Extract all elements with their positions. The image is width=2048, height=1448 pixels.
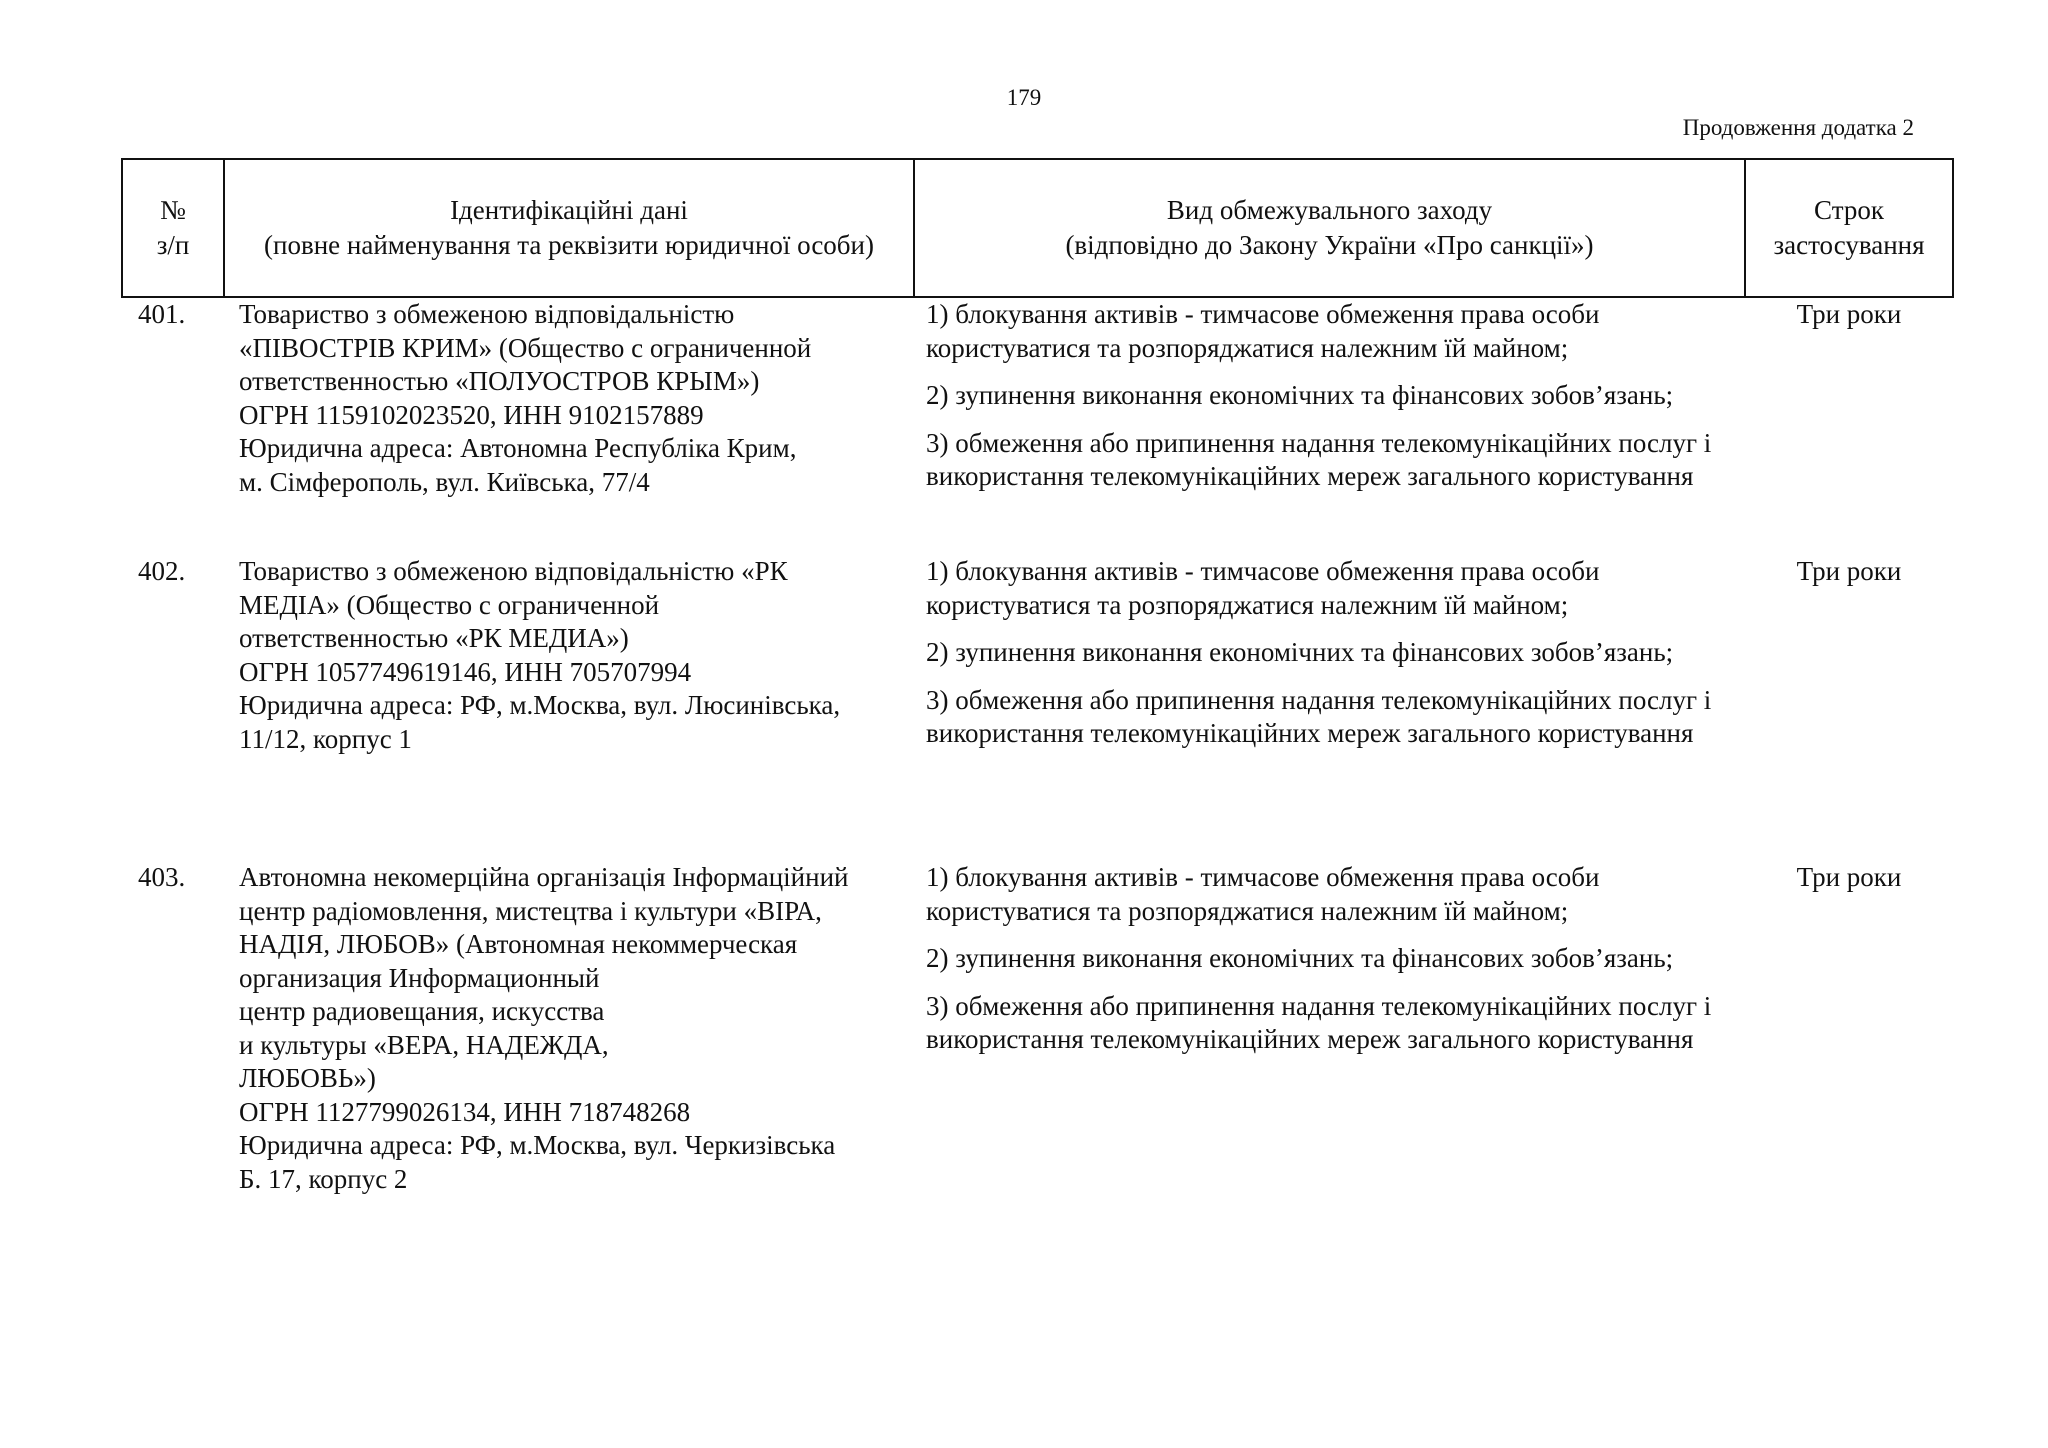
appendix-continuation-label: Продовження додатка 2	[1682, 115, 1914, 140]
term-cell: Три роки	[1796, 556, 1902, 586]
identification-line: ОГРН 1127799026134, ИНН 718748268	[239, 1096, 691, 1127]
identification-line: ОГРН 1159102023520, ИНН 9102157889	[239, 399, 704, 430]
measures-cell	[914, 297, 1745, 555]
identification-line: МЕДІА» (Общество с ограниченной	[239, 589, 660, 620]
header-number	[122, 159, 224, 297]
row-number: 402.	[138, 556, 186, 586]
identification-line: Товариство з обмеженою відповідальністю	[239, 299, 735, 329]
identification-line: 11/12, корпус 1	[239, 723, 412, 754]
measure-item: 3) обмеження або припинення надання телекомунікаційних послуг і використання телекомунікаційних мереж загального користування	[926, 684, 1712, 748]
measure-item: 1) блокування активів - тимчасове обмеження права особи користуватися та розпоряджатися належним їй майном;	[926, 299, 1600, 363]
identification-cell	[224, 861, 914, 1201]
measures-cell	[914, 555, 1745, 861]
page-number: 179	[1006, 85, 1042, 110]
term-cell: Три роки	[1796, 299, 1902, 329]
header-identification	[224, 159, 914, 297]
header-number-line: №	[160, 195, 186, 225]
identification-line: организация Информационный	[239, 962, 600, 993]
measure-item: 3) обмеження або припинення надання телекомунікаційних послуг і використання телекомунікаційних мереж загального користування	[926, 990, 1712, 1054]
identification-line: «ПІВОСТРІВ КРИМ» (Общество с ограниченной	[239, 332, 812, 363]
header-measure-line: Вид обмежувального заходу	[1166, 195, 1493, 225]
measure-item: 1) блокування активів - тимчасове обмеження права особи користуватися та розпоряджатися належним їй майном;	[926, 556, 1600, 620]
identification-line: м. Сімферополь, вул. Київська, 77/4	[239, 466, 650, 497]
table-header-row	[122, 159, 1953, 297]
identification-line: ответственностью «РК МЕДИА»)	[239, 623, 629, 653]
measure-item: 2) зупинення виконання економічних та фінансових зобов’язань;	[926, 943, 1674, 973]
identification-line: Товариство з обмеженою відповідальністю «РК	[239, 556, 788, 586]
row-number: 401.	[138, 299, 186, 329]
identification-line: Юридична адреса: Автономна Республіка Крим,	[239, 433, 797, 463]
identification-line: центр радіомовлення, мистецтва і культури «ВІРА,	[239, 895, 822, 926]
identification-line: Б. 17, корпус 2	[239, 1163, 408, 1194]
measure-item: 2) зупинення виконання економічних та фінансових зобов’язань;	[926, 637, 1674, 667]
identification-line: центр радиовещания, искусства	[239, 996, 605, 1026]
identification-line: ОГРН 1057749619146, ИНН 705707994	[239, 656, 692, 687]
table-row	[122, 555, 1953, 861]
term-cell: Три роки	[1796, 862, 1902, 892]
header-term-line: застосування	[1773, 230, 1925, 260]
measures-cell	[914, 861, 1745, 1201]
header-number-line: з/п	[156, 230, 190, 260]
identification-line: Автономна некомерційна організація Інформаційний	[239, 862, 849, 892]
header-measure	[914, 159, 1745, 297]
identification-line: ЛЮБОВЬ»)	[239, 1063, 376, 1093]
header-identification-line: Ідентифікаційні дані	[450, 195, 688, 225]
table-row	[122, 297, 1953, 555]
identification-cell	[224, 555, 914, 861]
identification-line: Юридична адреса: РФ, м.Москва, вул. Черкизівська	[239, 1130, 836, 1160]
row-number: 403.	[138, 862, 186, 892]
header-term-line: Строк	[1814, 195, 1884, 225]
identification-line: Юридична адреса: РФ, м.Москва, вул. Люсинівська,	[239, 690, 841, 720]
sanctions-table	[121, 158, 1954, 1201]
header-measure-line: (відповідно до Закону України «Про санкції»)	[1065, 230, 1594, 260]
measure-item: 2) зупинення виконання економічних та фінансових зобов’язань;	[926, 380, 1674, 410]
identification-line: НАДІЯ, ЛЮБОВ» (Автономная некоммерческая	[239, 929, 798, 959]
identification-cell	[224, 297, 914, 555]
identification-line: и культуры «ВЕРА, НАДЕЖДА,	[239, 1029, 609, 1060]
table-row	[122, 861, 1953, 1201]
identification-line: ответственностью «ПОЛУОСТРОВ КРЫМ»)	[239, 366, 760, 396]
measure-item: 1) блокування активів - тимчасове обмеження права особи користуватися та розпоряджатися належним їй майном;	[926, 862, 1600, 926]
measure-item: 3) обмеження або припинення надання телекомунікаційних послуг і використання телекомунікаційних мереж загального користування	[926, 427, 1712, 491]
header-identification-line: (повне найменування та реквізити юридичної особи)	[264, 230, 874, 260]
header-term	[1745, 159, 1953, 297]
